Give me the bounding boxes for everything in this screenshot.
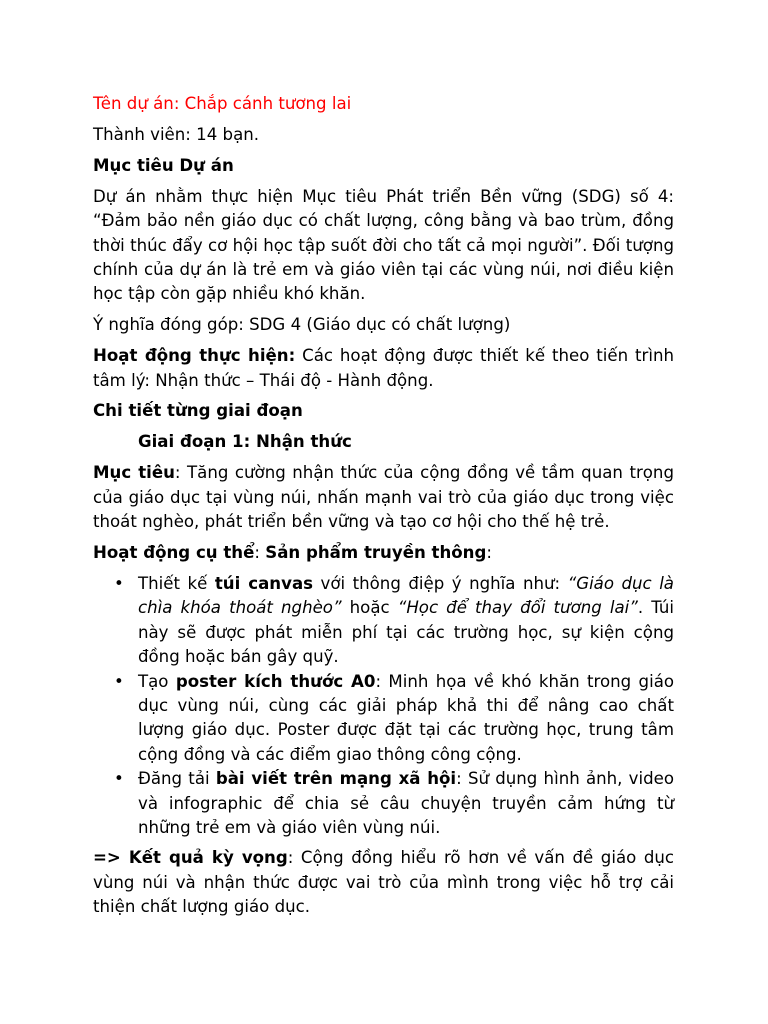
bullet-pre: Đăng tải (138, 769, 216, 789)
project-name: Tên dự án: Chắp cánh tương lai (93, 94, 352, 113)
phase1-heading: Giai đoạn 1: Nhận thức (138, 432, 352, 452)
activities-text: Các hoạt động được thiết kế theo tiến trình tâm lý: Nhận thức – Thái độ - Hành động. (93, 346, 675, 390)
bullet-bold: poster kích thước A0 (175, 671, 376, 691)
specific-product: Sản phẩm truyền thông (265, 543, 487, 562)
goal-paragraph: Dự án nhằm thực hiện Mục tiêu Phát triển Bền vững (SDG) số 4: “Đảm bảo nền giáo dục có chất lượng, công bằng và bao trùm, đồng thời thúc đẩy cơ hội học tập suốt đời cho tất cả mọi người”. Đối tượng chính của dự án là trẻ em và giáo viên tại các vùng núi, nơi điều kiện học tập còn gặp nhiều khó khăn. (93, 186, 674, 304)
result-paragraph (93, 846, 674, 919)
phase1-goal-paragraph (93, 461, 674, 534)
bullet-post: : Minh họa về khó khăn trong giáo dục vùng núi, cùng các giải pháp khả thi để nâng cao chất lượng giáo dục. Poster được đặt tại các trường học, trung tâm cộng đồng và các điểm giao thông công cộng. (138, 671, 675, 764)
activities-label: Hoạt động thực hiện: (93, 346, 296, 366)
details-heading: Chi tiết từng giai đoạn (93, 401, 303, 421)
list-item (114, 572, 674, 670)
bullet-post: : Sử dụng hình ảnh, video và infographic để chia sẻ câu chuyện truyền cảm hứng từ những trẻ em và giáo viên vùng núi. (138, 769, 674, 837)
bullet-bold: túi canvas (214, 573, 314, 593)
members-line: Thành viên: 14 bạn. (93, 124, 260, 144)
bullet-mid: với thông điệp ý nghĩa như: (313, 573, 568, 593)
specific-end: : (486, 543, 492, 562)
bullet-bold: bài viết trên mạng xã hội (215, 769, 457, 789)
bullet-icon: • (114, 671, 124, 691)
bullet-icon: • (114, 573, 124, 593)
contribution-line: Ý nghĩa đóng góp: SDG 4 (Giáo dục có chất lượng) (93, 315, 511, 335)
bullet-quote-2: “Học để thay đổi tương lai” (397, 598, 638, 618)
activities-list (93, 572, 674, 840)
list-item (114, 767, 674, 840)
list-item (114, 670, 675, 768)
bullet-icon: • (114, 769, 124, 789)
bullet-mid-2: hoặc (341, 598, 398, 618)
specific-separator: : (254, 543, 266, 562)
result-label: => Kết quả kỳ vọng (93, 848, 288, 868)
specific-label: Hoạt động cụ thể (93, 543, 255, 562)
phase1-goal-label: Mục tiêu (93, 463, 175, 483)
activities-paragraph (93, 344, 674, 393)
specific-activities-line (93, 541, 674, 565)
bullet-pre: Tạo (138, 671, 176, 691)
bullet-pre: Thiết kế (138, 573, 215, 593)
phase1-goal-text: : Tăng cường nhận thức của cộng đồng về tầm quan trọng của giáo dục tại vùng núi, nhấn mạnh vai trò của giáo dục trong việc thoát nghèo, phát triển bền vững và tạo cơ hội cho thế hệ trẻ. (93, 463, 674, 532)
result-text: : Cộng đồng hiểu rõ hơn về vấn đề giáo dục vùng núi và nhận thức được vai trò của mình trong việc hỗ trợ cải thiện chất lượng giáo dục. (93, 848, 674, 917)
bullet-post: . Túi này sẽ được phát miễn phí tại các trường học, sự kiện cộng đồng hoặc bán gây quỹ. (138, 598, 674, 667)
goal-heading: Mục tiêu Dự án (93, 155, 234, 175)
bullet-quote-1: “Giáo dục là chìa khóa thoát nghèo” (138, 573, 674, 618)
